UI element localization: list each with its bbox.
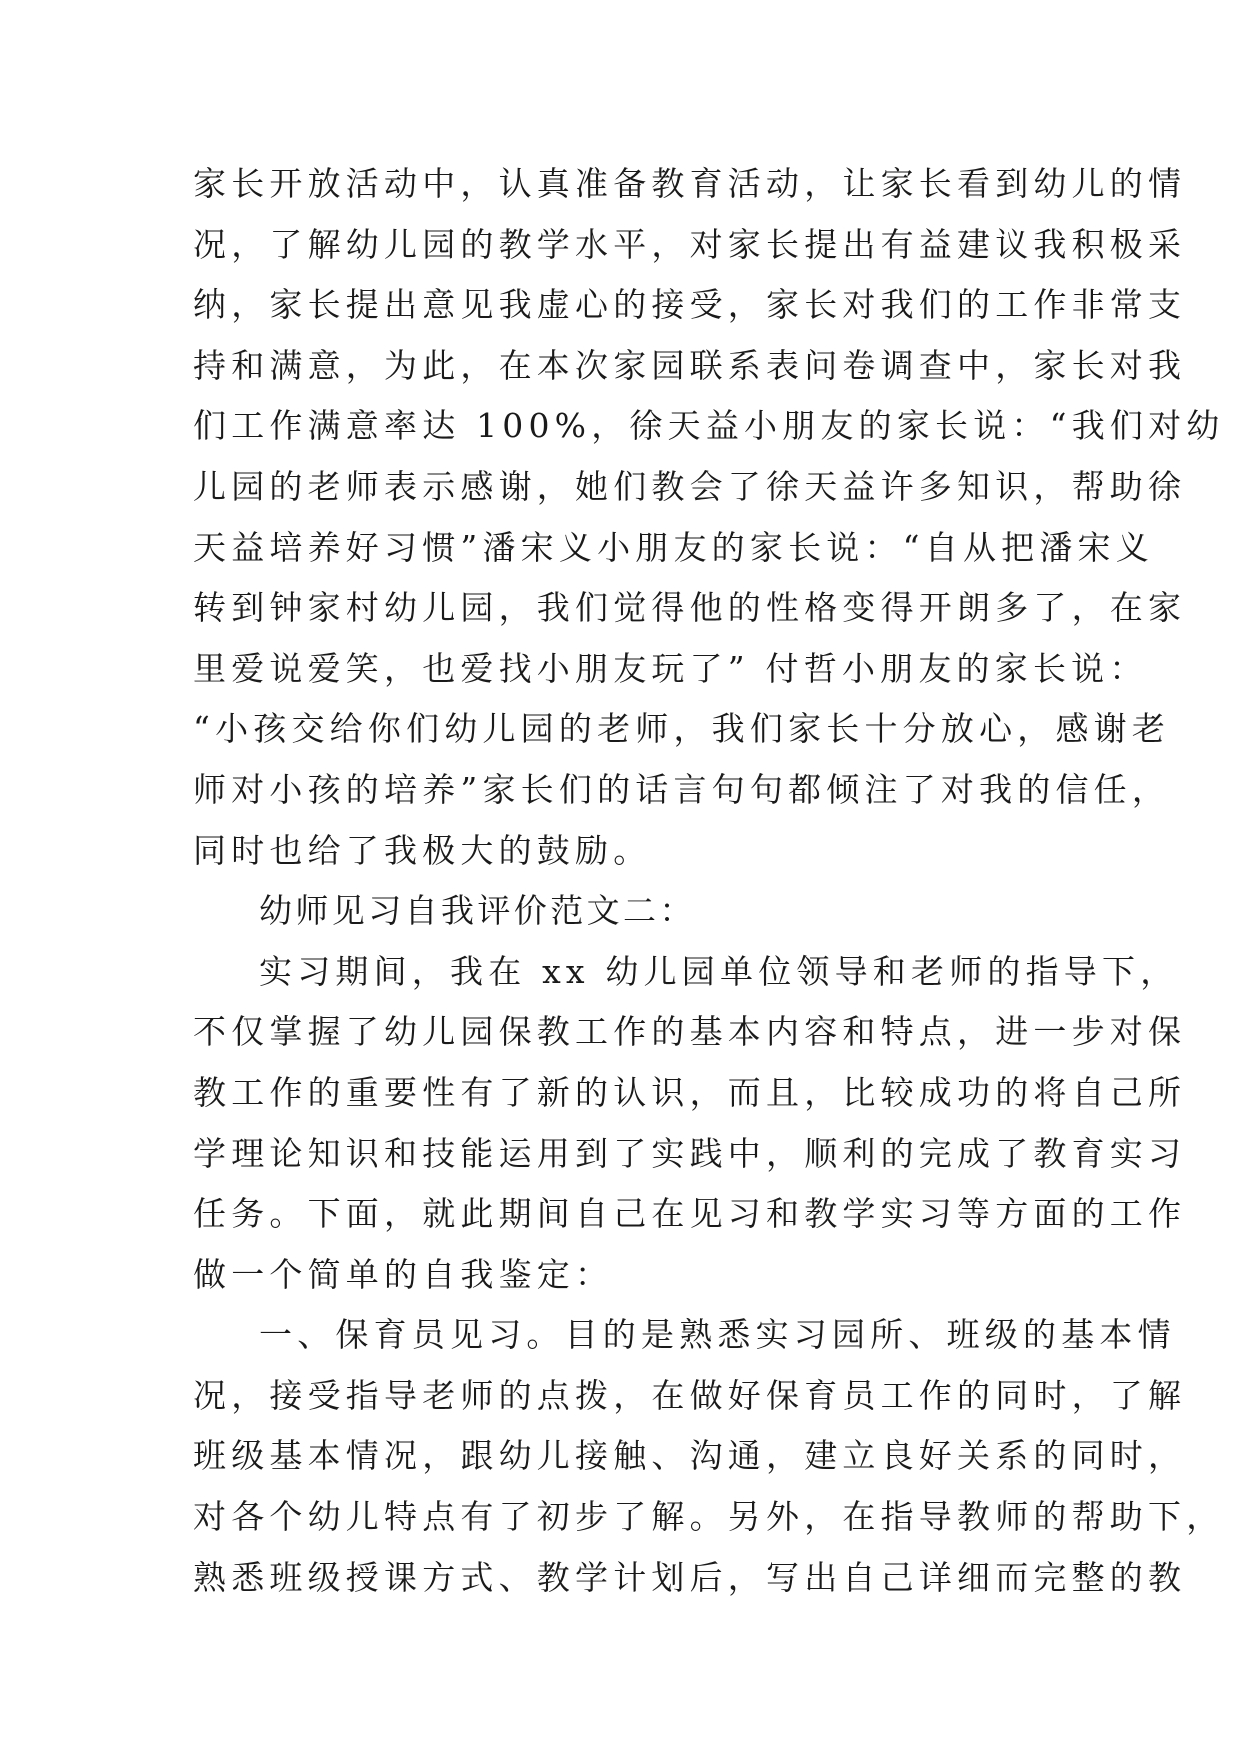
text-line: 班级基本情况，跟幼儿接触、沟通，建立良好关系的同时，	[193, 1436, 1187, 1476]
text-line: 况，了解幼儿园的教学水平，对家长提出有益建议我积极采	[193, 224, 1187, 264]
text-line: 熟悉班级授课方式、教学计划后，写出自己详细而完整的教	[193, 1557, 1187, 1597]
text-line: 同时也给了我极大的鼓励。	[193, 830, 652, 870]
text-line: 家长开放活动中，认真准备教育活动，让家长看到幼儿的情	[193, 164, 1187, 203]
text-line: 做一个简单的自我鉴定：	[193, 1254, 614, 1294]
text-line: 儿园的老师表示感谢，她们教会了徐天益许多知识，帮助徐	[193, 466, 1187, 506]
section-heading: 幼师见习自我评价范文二：	[259, 891, 696, 931]
text-line: 持和满意，为此，在本次家园联系表问卷调查中，家长对我	[193, 345, 1187, 385]
text-line: 里爱说爱笑，也爱找小朋友玩了” 付哲小朋友的家长说：	[193, 648, 1148, 688]
text-line: 况，接受指导老师的点拨，在做好保育员工作的同时，了解	[193, 1375, 1187, 1415]
document-body	[193, 154, 1225, 1608]
text-line: “小孩交给你们幼儿园的老师，我们家长十分放心，感谢老	[193, 709, 1171, 749]
text-line: 纳，家长提出意见我虚心的接受，家长对我们的工作非常支	[193, 285, 1187, 325]
text-line: 不仅掌握了幼儿园保教工作的基本内容和特点，进一步对保	[193, 1012, 1187, 1052]
text-line: 任务。下面，就此期间自己在见习和教学实习等方面的工作	[193, 1194, 1187, 1234]
text-line: 学理论知识和技能运用到了实践中，顺利的完成了教育实习	[193, 1133, 1187, 1173]
text-line: 天益培养好习惯”潘宋义小朋友的家长说：“自从把潘宋义	[193, 527, 1154, 567]
paragraph-start-line: 一、保育员见习。目的是熟悉实习园所、班级的基本情	[259, 1315, 1176, 1355]
text-line: 师对小孩的培养”家长们的话言句句都倾注了对我的信任，	[193, 769, 1171, 809]
text-line: 们工作满意率达 100%，徐天益小朋友的家长说：“我们对幼	[193, 406, 1225, 446]
text-line: 教工作的重要性有了新的认识，而且，比较成功的将自己所	[193, 1072, 1187, 1112]
text-line: 转到钟家村幼儿园，我们觉得他的性格变得开朗多了，在家	[193, 588, 1187, 628]
paragraph-start-line: 实习期间，我在 xx 幼儿园单位领导和老师的指导下，	[259, 951, 1179, 991]
text-line: 对各个幼儿特点有了初步了解。另外，在指导教师的帮助下，	[193, 1497, 1225, 1537]
